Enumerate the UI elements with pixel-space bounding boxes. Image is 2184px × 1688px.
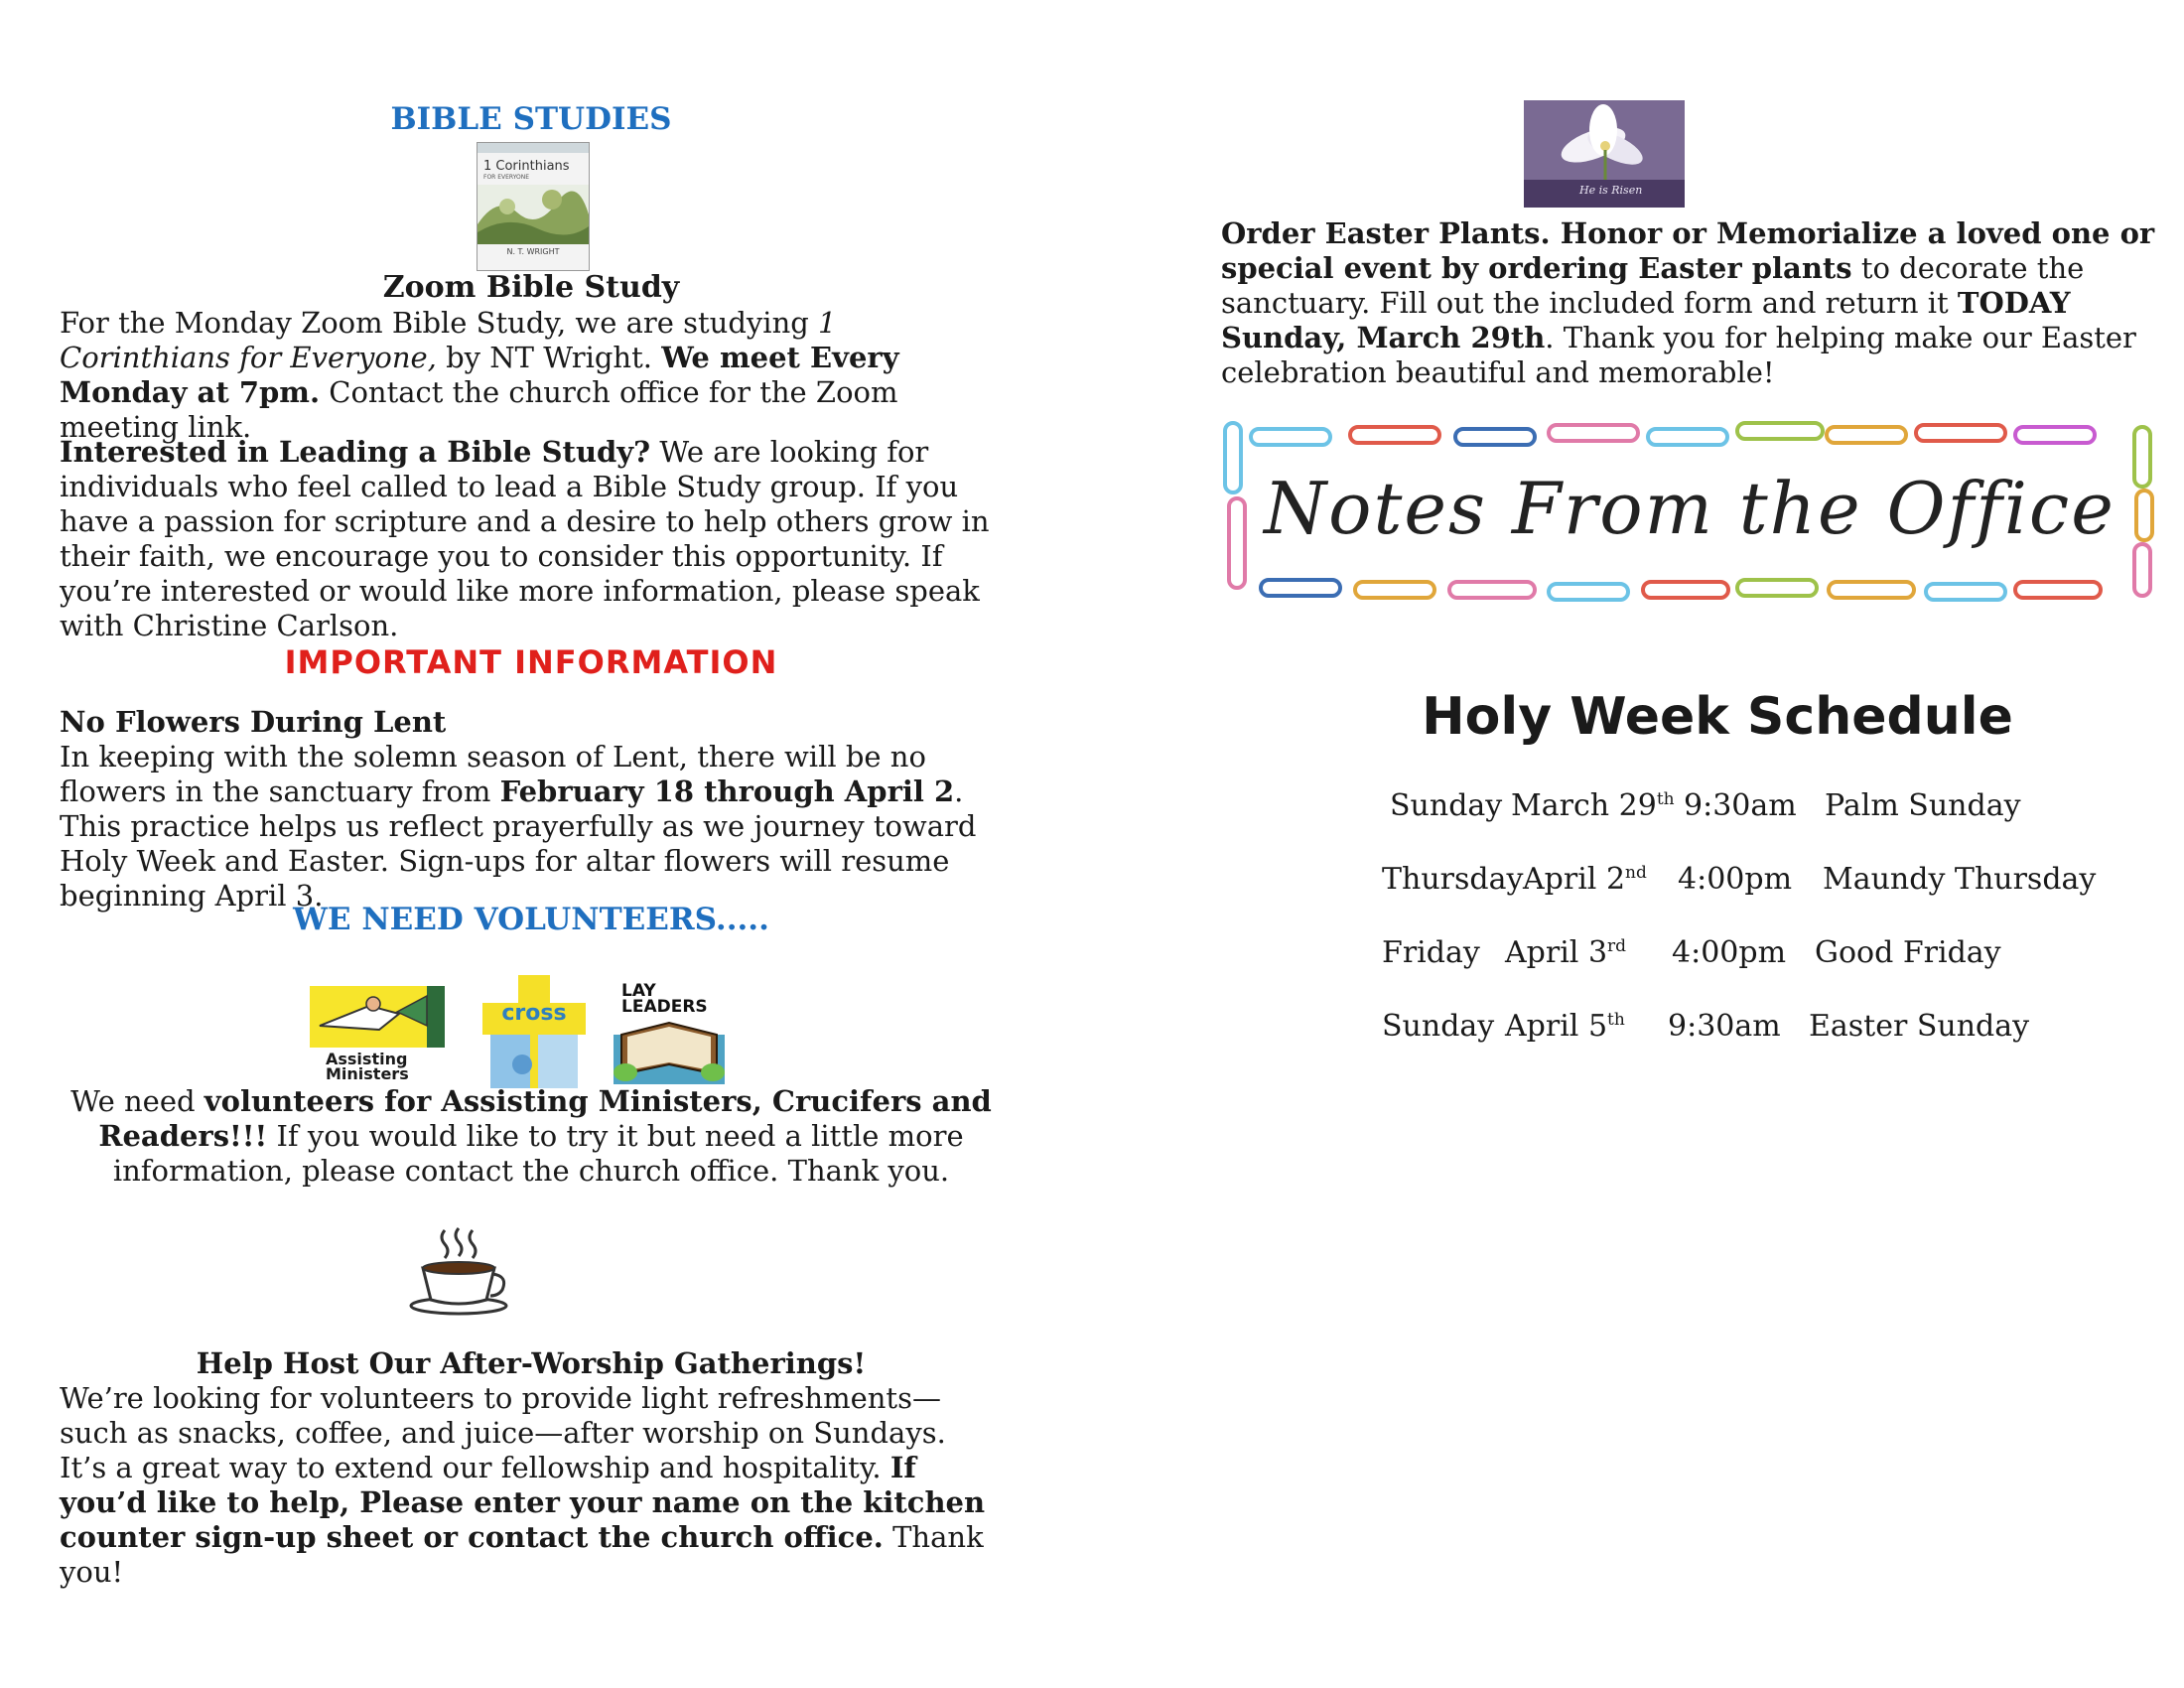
flowers-text-1: In keeping with the solemn season of Lent, there will be no flowers in the sanctuary from bbox=[60, 740, 926, 808]
schedule-date-suffix: nd bbox=[1625, 863, 1647, 883]
bible-studies-heading: BIBLE STUDIES bbox=[390, 101, 672, 137]
easter-deadline: TODAY Sunday, March 29th bbox=[1221, 286, 2071, 354]
cross-label: cross bbox=[501, 1001, 567, 1026]
leading-title: Interested in Leading a Bible Study? bbox=[60, 435, 651, 469]
schedule-event: Easter Sunday bbox=[1809, 1009, 2030, 1044]
host-gatherings-paragraph bbox=[60, 1381, 998, 1590]
schedule-date-suffix: th bbox=[1656, 789, 1675, 809]
easter-lily-image bbox=[1524, 100, 1685, 208]
zoom-bible-study-paragraph bbox=[60, 306, 1013, 445]
schedule-date: 5 bbox=[1587, 1009, 1608, 1044]
open-book-icon bbox=[614, 1015, 725, 1084]
zoom-text-1: For the Monday Zoom Bible Study, we are studying bbox=[60, 306, 819, 340]
no-flowers-paragraph bbox=[60, 740, 1003, 914]
holy-week-schedule-title: Holy Week Schedule bbox=[1422, 687, 2013, 747]
flowers-dates: February 18 through April 2 bbox=[499, 774, 955, 808]
schedule-date-suffix: rd bbox=[1607, 936, 1627, 956]
schedule-event: Palm Sunday bbox=[1825, 788, 2021, 823]
flowers-text-2: . This practice helps us reflect prayerfully as we journey toward Holy Week and Easter. Sign-ups for altar flowers will resume beginning April 3. bbox=[60, 774, 977, 913]
lay-leaders-clipart bbox=[614, 983, 725, 1086]
easter-plants-paragraph bbox=[1221, 216, 2159, 390]
schedule-month: April bbox=[1505, 1009, 1579, 1044]
easter-plants-title: Order Easter Plants. Honor or Memorialize a loved one or special event by ordering Easter plants bbox=[1221, 216, 2155, 285]
volunteers-paragraph bbox=[60, 1084, 1003, 1189]
zoom-book-title: 1 Corinthians for Everyone, bbox=[60, 306, 837, 374]
schedule-event: Maundy Thursday bbox=[1823, 862, 2097, 897]
schedule-event: Good Friday bbox=[1815, 935, 2001, 970]
landscape-icon bbox=[478, 185, 589, 244]
schedule-date: 2 bbox=[1605, 862, 1626, 897]
easter-text-2: . Thank you for helping make our Easter celebration beautiful and memorable! bbox=[1221, 321, 2136, 389]
easter-text-1: to decorate the sanctuary. Fill out the included form and return it bbox=[1221, 251, 2085, 320]
leading-bible-study-paragraph bbox=[60, 435, 998, 643]
schedule-time: 9:30am bbox=[1668, 1009, 1781, 1044]
cross-icon bbox=[482, 975, 586, 1088]
schedule-date-suffix: th bbox=[1607, 1010, 1625, 1030]
volunteers-text-2: If you would like to try it but need a little more information, please contact the church office. Thank you. bbox=[112, 1119, 964, 1188]
zoom-text-2: by NT Wright. bbox=[436, 341, 662, 374]
schedule-date: 3 bbox=[1587, 935, 1608, 970]
cross-clipart bbox=[482, 975, 586, 1088]
schedule-time: 9:30am bbox=[1684, 788, 1797, 823]
host-signup-instructions: If you’d like to help, Please enter your name on the kitchen counter sign-up sheet or contact the church office. bbox=[60, 1451, 986, 1554]
schedule-month: April bbox=[1505, 935, 1579, 970]
assisting-label: Assisting bbox=[326, 1050, 408, 1068]
lay-label: LAY bbox=[621, 981, 656, 1001]
assisting-ministers-clipart bbox=[310, 986, 445, 1083]
volunteers-heading: WE NEED VOLUNTEERS..... bbox=[293, 902, 769, 937]
no-flowers-title: No Flowers During Lent bbox=[60, 705, 447, 739]
schedule-time: 4:00pm bbox=[1678, 862, 1793, 897]
schedule-day: Sunday bbox=[1382, 1009, 1495, 1044]
leaders-label: LEADERS bbox=[621, 997, 708, 1017]
book-cover-author: N. T. WRIGHT bbox=[506, 247, 560, 256]
important-information-heading: IMPORTANT INFORMATION bbox=[284, 643, 778, 681]
lily-caption: He is Risen bbox=[1579, 184, 1643, 197]
leading-text: We are looking for individuals who feel called to lead a Bible Study group. If you have a passion for scripture and a desire to help others grow in their faith, we encourage you to consider this opportunity. If you’re interested or would like more information, please speak with Christine Carlson. bbox=[60, 435, 990, 642]
book-cover-title: 1 Corinthians bbox=[483, 159, 570, 174]
schedule-month: March bbox=[1511, 788, 1610, 823]
zoom-bible-study-title: Zoom Bible Study bbox=[382, 270, 680, 305]
schedule-month: April bbox=[1523, 862, 1597, 897]
schedule-time: 4:00pm bbox=[1672, 935, 1787, 970]
book-cover-subtitle: FOR EVERYONE bbox=[483, 174, 530, 181]
notes-from-office-banner bbox=[1221, 417, 2158, 611]
volunteers-roles: volunteers for Assisting Ministers, Crucifers and Readers!!! bbox=[98, 1084, 992, 1153]
hands-icon bbox=[310, 986, 445, 1048]
book-cover-image bbox=[477, 142, 590, 271]
notes-from-office-text: Notes From the Office bbox=[1264, 467, 2116, 550]
schedule-day: Friday bbox=[1382, 935, 1480, 970]
zoom-text-3: Contact the church office for the Zoom meeting link. bbox=[60, 375, 898, 444]
coffee-cup-icon bbox=[407, 1226, 516, 1316]
volunteers-text-1: We need bbox=[70, 1084, 205, 1118]
schedule-date: 29 bbox=[1618, 788, 1657, 823]
ministers-label: Ministers bbox=[326, 1064, 409, 1083]
host-text-1: We’re looking for volunteers to provide light refreshments—such as snacks, coffee, and juice—after worship on Sundays. It’s a great way to extend our fellowship and hospitality. bbox=[60, 1381, 946, 1484]
schedule-day: Sunday bbox=[1390, 788, 1503, 823]
schedule-day: Thursday bbox=[1382, 862, 1524, 897]
host-text-2: Thank you! bbox=[60, 1520, 984, 1589]
host-gatherings-title: Help Host Our After-Worship Gatherings! bbox=[196, 1346, 867, 1380]
zoom-meeting-time: We meet Every Monday at 7pm. bbox=[60, 341, 899, 409]
